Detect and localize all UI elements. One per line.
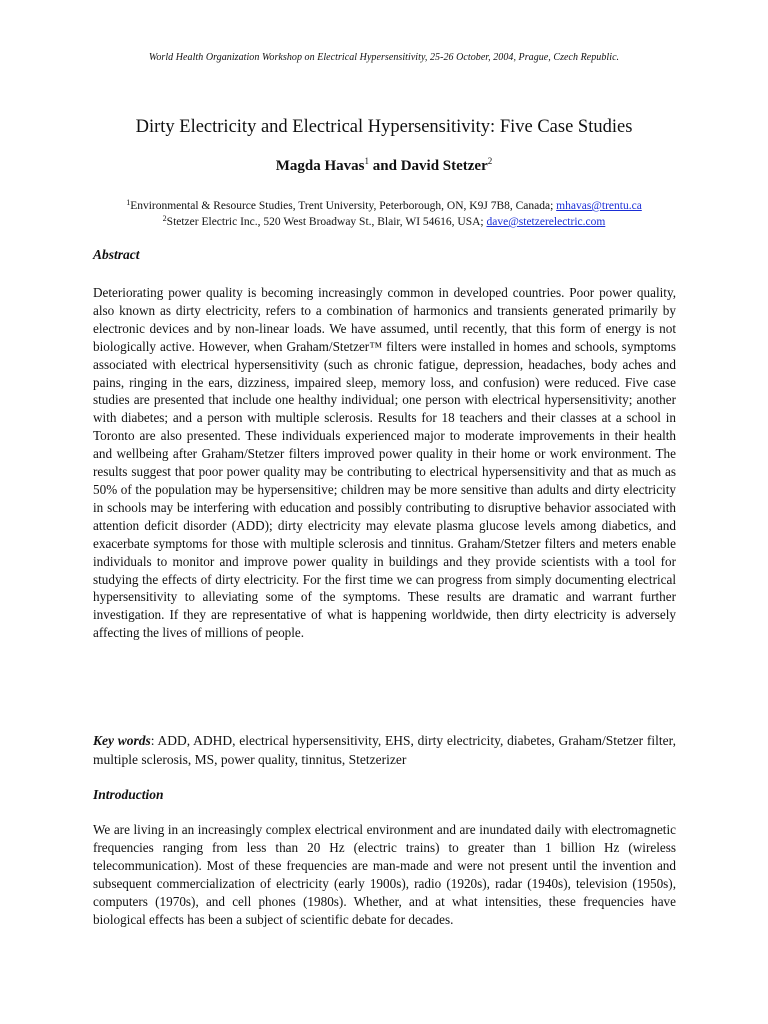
keywords-label: Key words [93, 733, 151, 748]
affil-marker: 1 [126, 198, 131, 207]
paper-title: Dirty Electricity and Electrical Hypersensitivity: Five Case Studies [135, 117, 633, 137]
email-link[interactable]: dave@stetzerelectric.com [486, 216, 606, 228]
author-line [0, 156, 768, 175]
email-link[interactable]: mhavas@trentu.ca [556, 200, 642, 212]
author-connector: and [369, 158, 401, 174]
affil-marker: 2 [162, 214, 167, 223]
introduction-body: We are living in an increasingly complex electrical environment and are inundated daily with electromagnetic frequencies ranging from less than 20 Hz (electric trains) to greater than 1 billion Hz (wireless telecommunication). Most of these frequencies are man-made and were not present until the invention and subsequent commercialization of electricity (early 1900s), radio (1920s), radar (1940s), television (1950s), computers (1970s), and cell phones (1980s). Whether, and at what intensities, these frequencies have biological effects has been a subject of scientific debate for decades. [93, 822, 676, 927]
keywords-colon: : [150, 733, 158, 748]
author-name: David Stetzer [400, 158, 488, 174]
affil-text: Stetzer Electric Inc., 520 West Broadway St., Blair, WI 54616, USA; [166, 216, 487, 228]
abstract-heading: Abstract [93, 247, 140, 262]
author-affil-marker: 1 [364, 156, 369, 166]
keywords-paragraph [93, 731, 676, 769]
author-name: Magda Havas [275, 158, 365, 174]
running-header: World Health Organization Workshop on Electrical Hypersensitivity, 25-26 October, 2004, Prague, Czech Republic. [148, 52, 620, 63]
author-affil-marker: 2 [487, 156, 493, 166]
affil-text: Environmental & Resource Studies, Trent University, Peterborough, ON, K9J 7B8, Canada; [130, 200, 557, 212]
keywords-text: ADD, ADHD, electrical hypersensitivity, EHS, dirty electricity, diabetes, Graham/Stetzer filter, multiple sclerosis, MS, power quality, tinnitus, Stetzerizer [93, 733, 676, 767]
abstract-body: Deteriorating power quality is becoming increasingly common in developed countries. Poor power quality, also known as dirty electricity, refers to a combination of harmonics and transients generated primarily by electronic devices and by non-linear loads. We have assumed, until recently, that this form of energy is not biologically active. However, when Graham/Stetzer™ filters were installed in homes and schools, symptoms associated with electrical hypersensitivity (such as chronic fatigue, depression, headaches, body aches and pains, ringing in the ears, dizziness, impaired sleep, memory loss, and confusion) were reduced. Five case studies are presented that include one healthy individual; one person with electrical hypersensitivity; another with diabetes; and a person with multiple sclerosis. Results for 18 teachers and their classes at a school in Toronto are also presented. These individuals experienced major to moderate improvements in their health and wellbeing after Graham/Stetzer filters improved power quality in their home or work environment. The results suggest that poor power quality may be contributing to electrical hypersensitivity and that as much as 50% of the population may be hypersensitive; children may be more sensitive than adults and dirty electricity in schools may be interfering with education and possibly contributing to disruptive behavior associated with attention deficit disorder (ADD); dirty electricity may elevate plasma glucose levels among diabetics, and exacerbate symptoms for those with multiple sclerosis and tinnitus. Graham/Stetzer filters and meters enable individuals to monitor and improve power quality in buildings and they provide scientists with a tool for studying the effects of dirty electricity. For the first time we can progress from simply documenting electrical hypersensitivity to alleviating some of the symptoms. These results are dramatic and warrant further investigation. If they are representative of what is happening worldwide, then dirty electricity is adversely affecting the lives of millions of people. [93, 285, 676, 641]
affiliation-2 [0, 211, 768, 230]
introduction-heading: Introduction [93, 787, 164, 802]
